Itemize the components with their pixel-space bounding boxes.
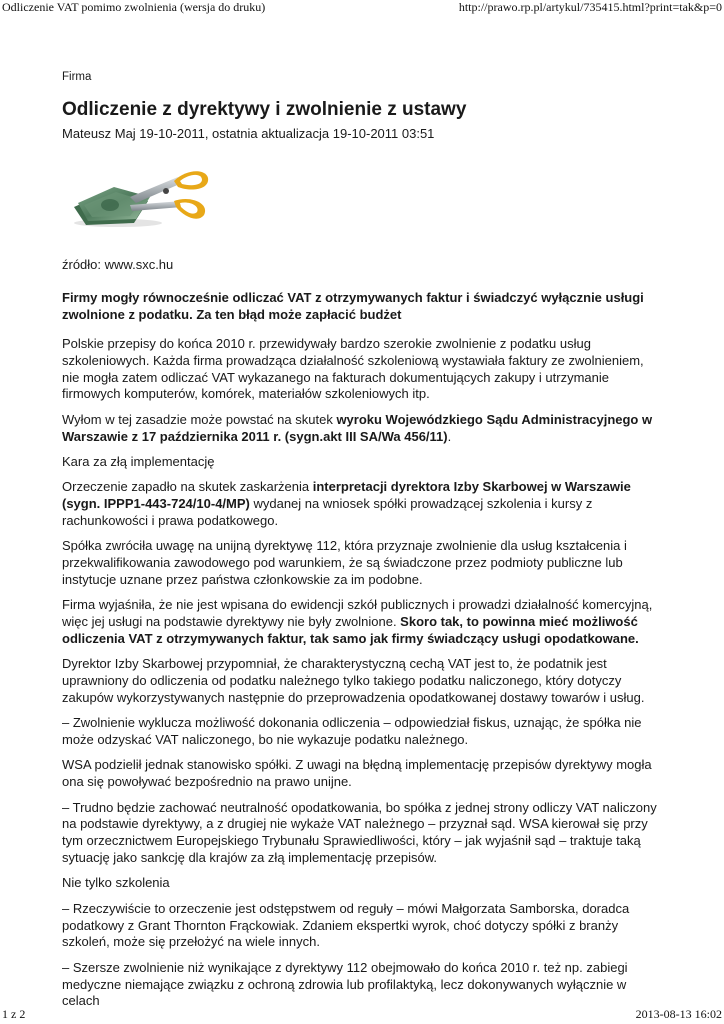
paragraph: – Zwolnienie wyklucza możliwość dokonania odliczenia – odpowiedział fiskus, uznając, że spółka nie może odzyskać VAT naliczonego, bo nie wykazuje podatku należnego.: [62, 715, 642, 748]
article: [62, 71, 662, 1019]
paragraph: – Trudno będzie zachować neutralność opodatkowania, bo spółka z jednej strony odliczy VAT naliczony na podstawie dyrektywy, a z drugiej nie wykaże VAT należnego – przyznał sąd. WSA kierował się przy tym orzecznictwem Europejskiego Trybunału Sprawiedliwości, który – jak wyjaśnił sąd – traktuje taką sytuację jako sankcję dla krajów za złą implementację przepisów.: [62, 799, 657, 866]
paragraph-bold-text: wyroku Wojewódzkiego Sądu Administracyjnego w Warszawie z 17 października 2011 r. (sygn.akt III SA/Wa 456/11): [62, 411, 653, 444]
paragraph-text: wydanej na wniosek spółki prowadzącej szkolenia i kursy z rachunkowości i prawa podatkowego.: [62, 496, 593, 528]
print-header: [0, 0, 724, 15]
paragraph: [62, 479, 662, 529]
paragraph-bold-text: interpretacji dyrektora Izby Skarbowej w Warszawie (sygn. IPPP1-443-724/10-4/MP): [62, 479, 631, 512]
paragraph: Spółka zwróciła uwagę na unijną dyrektywę 112, która przyznaje zwolnienie dla usług kształcenia i przekwalifikowania zawodowego pod warunkiem, że są świadczone przez podmioty publiczne lub instytucje uznane przez państwa członkowskie za im podobne.: [62, 538, 627, 587]
paragraph: [62, 412, 662, 446]
subheading: Kara za złą implementację: [62, 453, 215, 469]
image-caption: źródło: www.sxc.hu: [62, 257, 174, 272]
printed-at: 2013-08-13 16:02: [635, 1007, 722, 1021]
print-footer: [0, 1007, 724, 1022]
page-count: 1 z 2: [2, 1007, 26, 1021]
byline: Mateusz Maj 19-10-2011, ostatnia aktualizacja 19-10-2011 03:51: [62, 126, 435, 141]
paragraph-text: Orzeczenie zapadło na skutek zaskarżenia: [62, 479, 313, 495]
paragraph-text: .: [447, 428, 452, 444]
print-page-title: Odliczenie VAT pomimo zwolnienia (wersja do druku): [2, 0, 266, 14]
print-url: http://prawo.rp.pl/artykul/735415.html?print=tak&p=0: [458, 0, 722, 14]
scissors-cutting-money-image: [70, 161, 210, 231]
article-lead: Firmy mogły równocześnie odliczać VAT z otrzymywanych faktur i świadczyć wyłącznie usługi zwolnione z podatku. Za ten błąd może zapłacić budżet: [62, 290, 644, 322]
paragraph: – Rzeczywiście to orzeczenie jest odstępstwem od reguły – mówi Małgorzata Samborska, doradca podatkowy z Grant Thornton Frąckowiak. Zdaniem ekspertki wyrok, choć dotyczy spółki z branży szkoleń, może się przełożyć na wiele innych.: [62, 900, 630, 950]
paragraph: WSA podzielił jednak stanowisko spółki. Z uwagi na błędną implementację przepisów dyrektywy mogła ona się powoływać bezpośrednio na prawo unijne.: [62, 757, 652, 790]
paragraph-bold-text: Skoro tak, to powinna mieć możliwość odliczenia VAT z otrzymywanych faktur, tak samo jak firmy świadczący usługi opodatkowane.: [62, 614, 639, 646]
paragraph: Polskie przepisy do końca 2010 r. przewidywały bardzo szerokie zwolnienie z podatku usług szkoleniowych. Każda firma prowadząca działalność szkoleniową wystawiała faktury ze zwolnieniem, nie mogła zatem odliczać VAT wykazanego na fakturach dokumentujących zakupy i utrzymanie firmowych komputerów, komórek, materiałów szkoleniowych itp.: [62, 336, 644, 402]
section-label: Firma: [62, 71, 92, 83]
paragraph: Dyrektor Izby Skarbowej przypomniał, że charakterystyczną cechą VAT jest to, że podatnik jest uprawniony do odliczenia od podatku należnego tylko takiego podatku naliczonego, który dotyczy zakupów wykorzystywanych następnie do przeprowadzenia opodatkowanej dostawy towarów i usług.: [62, 656, 645, 705]
subheading: Nie tylko szkolenia: [62, 875, 170, 891]
paragraph: – Szersze zwolnienie niż wynikające z dyrektywy 112 obejmowało do końca 2010 r. też np. zabiegi medyczne niemające związku z ochroną zdrowia lub profilaktyką, lecz dokonywanych wyłącznie w celach: [62, 959, 628, 1009]
paragraph-text: Wyłom w tej zasadzie może powstać na skutek: [62, 411, 337, 427]
paragraph: [62, 597, 662, 647]
article-title: Odliczenie z dyrektywy i zwolnienie z ustawy: [62, 99, 467, 120]
paragraph-text: Firma wyjaśniła, że nie jest wpisana do ewidencji szkół publicznych i prowadzi działalność komercyjną, więc jej usługi na podstawie dyrektywy nie były zwolnione.: [62, 597, 653, 630]
